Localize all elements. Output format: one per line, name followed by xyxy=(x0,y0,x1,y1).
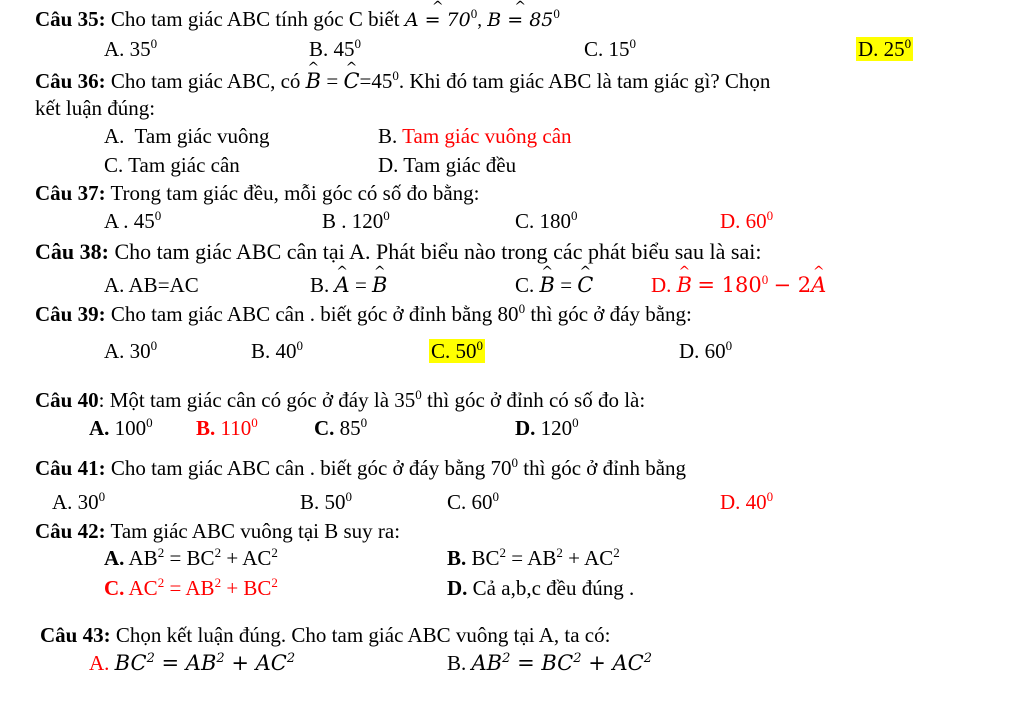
q37-option-b[interactable]: B . $120^0$ xyxy=(322,208,390,233)
question-38: Câu 38: Cho tam giác ABC cân tại A. Phát biểu nào trong các phát biểu sau là sai: xyxy=(35,239,762,264)
q35-option-a[interactable]: A. $35^0$ xyxy=(104,36,158,61)
q43-option-a[interactable]: A. $BC^2 = AB^2 + AC^2$ xyxy=(89,651,296,675)
q38-option-c[interactable]: C. ^ B = ^ C xyxy=(515,272,593,298)
q40-option-b[interactable]: B. $110^0$ xyxy=(196,415,258,440)
q42-option-a[interactable]: A. $AB^2 = BC^2 + AC^2$ xyxy=(104,545,278,570)
q41-option-a[interactable]: A. $30^0$ xyxy=(52,489,106,514)
q38-option-d[interactable]: D. ^ $B = 180^0$ − 2^ A xyxy=(651,272,826,298)
q41-option-b[interactable]: B. $50^0$ xyxy=(300,489,353,514)
q41-option-c[interactable]: C. $60^0$ xyxy=(447,489,500,514)
question-35-label: Câu 35: xyxy=(35,7,106,31)
question-42: Câu 42: Tam giác ABC vuông tại B suy ra: xyxy=(35,519,401,543)
q36-option-d[interactable]: D. Tam giác đều xyxy=(378,153,517,177)
question-35-angle-a: ^ $A = 70^0$, xyxy=(405,10,482,31)
q39-option-d[interactable]: D. $60^0$ xyxy=(679,338,733,363)
q42-option-d[interactable]: D. Cả a,b,c đều đúng . xyxy=(447,576,635,600)
q37-option-a[interactable]: A . $45^0$ xyxy=(104,208,162,233)
q35-option-b[interactable]: B. $45^0$ xyxy=(309,36,362,61)
q37-option-d[interactable]: D. $60^0$ xyxy=(720,208,774,233)
q35-option-c[interactable]: C. $15^0$ xyxy=(584,36,637,61)
q40-option-d[interactable]: D. $120^0$ xyxy=(515,415,579,440)
q39-option-a[interactable]: A. $30^0$ xyxy=(104,338,158,363)
q40-option-a[interactable]: A. $100^0$ xyxy=(89,415,153,440)
q42-option-b[interactable]: B. $BC^2 = AB^2 + AC^2$ xyxy=(447,545,620,570)
question-40: Câu 40: Một tam giác cân có góc ở đáy là $35^0$ thì góc ở đỉnh có số đo là: xyxy=(35,387,646,412)
q38-option-b[interactable]: B. ^ A = ^ B xyxy=(310,272,387,298)
q37-option-c[interactable]: C. $180^0$ xyxy=(515,208,578,233)
q41-option-d[interactable]: D. $40^0$ xyxy=(720,489,774,514)
question-36-label: Câu 36: xyxy=(35,69,106,93)
q36-option-b[interactable]: B. Tam giác vuông cân xyxy=(378,124,572,148)
q40-option-c[interactable]: C. $85^0$ xyxy=(314,415,368,440)
q42-option-c[interactable]: C. $AC^2 = AB^2 + BC^2$ xyxy=(104,575,278,600)
question-35-angle-b: ^ $B = 85^0$ xyxy=(487,10,560,31)
question-36: Câu 36: Cho tam giác ABC, có ^ B = ^ $C=45^0$. Khi đó tam giác ABC là tam giác gì? Chọn xyxy=(35,68,770,94)
question-39: Câu 39: Cho tam giác ABC cân . biết góc ở đỉnh bằng $80^0$ thì góc ở đáy bằng: xyxy=(35,301,692,326)
question-37: Câu 37: Trong tam giác đều, mỗi góc có số đo bằng: xyxy=(35,181,480,205)
q38-option-a[interactable]: A. AB=AC xyxy=(104,273,199,297)
q35-option-d[interactable]: D. $25^0$ xyxy=(858,36,912,61)
q39-option-c[interactable]: C. $50^0$ xyxy=(431,338,484,363)
q43-option-b[interactable]: B. $AB^2 = BC^2 + AC^2$ xyxy=(447,651,653,675)
q36-option-a[interactable]: A. Tam giác vuông xyxy=(104,124,270,148)
question-43: Câu 43: Chọn kết luận đúng. Cho tam giác ABC vuông tại A, ta có: xyxy=(40,623,611,647)
q39-option-b[interactable]: B. $40^0$ xyxy=(251,338,304,363)
question-36-line2: kết luận đúng: xyxy=(35,96,156,120)
q36-option-c[interactable]: C. Tam giác cân xyxy=(104,153,240,177)
question-35-text: Cho tam giác ABC tính góc C biết xyxy=(110,7,400,31)
question-41: Câu 41: Cho tam giác ABC cân . biết góc ở đáy bằng $70^0$ thì góc ở đỉnh bằng xyxy=(35,455,687,480)
question-35 xyxy=(35,6,560,34)
